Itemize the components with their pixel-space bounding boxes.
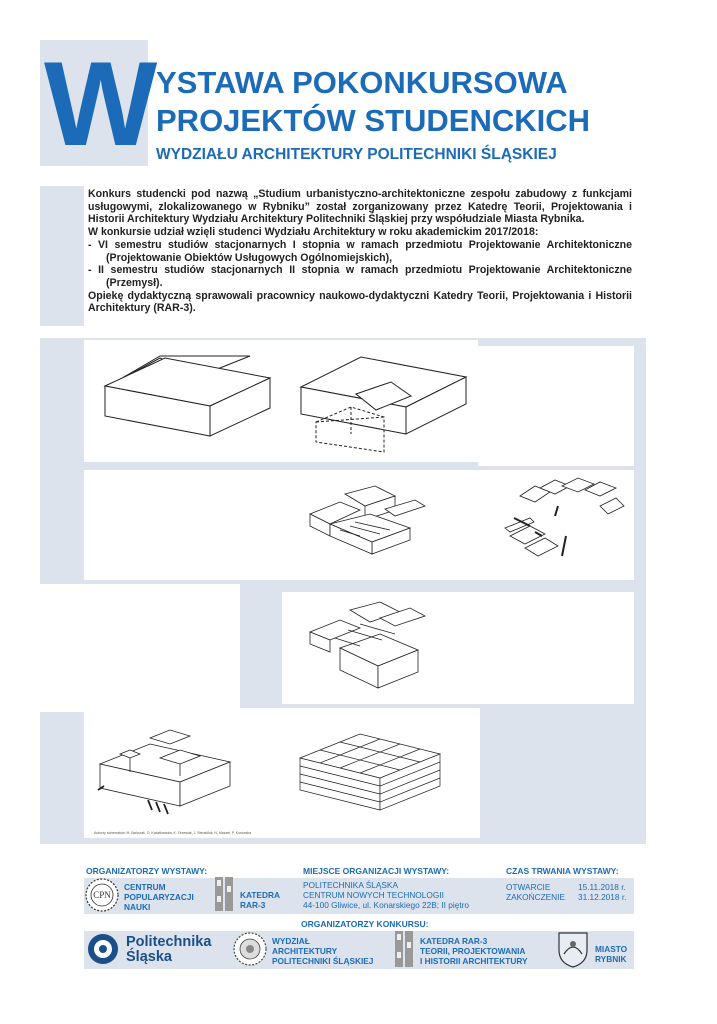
cpn-logo-text: CPN [93, 890, 111, 900]
org1-line-2: POPULARYZACJI [124, 892, 194, 902]
faculty-logo-icon [232, 931, 268, 967]
diagram-cluster-arrows [500, 476, 630, 566]
diagram-credits: Autorzy schematów: M. Bańczak, O. Kwiatkowska, K. Orzesiak, J. Sierakiluk, N. Mazzel, P. Kurowska [94, 831, 252, 835]
contest-header: ORGANIZATORZY KONKURSU: [301, 919, 429, 929]
org1-line-1: CENTRUM [124, 882, 166, 892]
city-text [595, 944, 627, 964]
intro-list-item-2: - II semestru studiów stacjonarnych II stopnia w ramach przedmiotu Projektowanie Architektoniczne (Przemysł). [88, 264, 632, 289]
intro-list-item-1: - VI semestru studiów stacjonarnych I stopnia w ramach przedmiotu Projektowanie Architektoniczne (Projektowanie Obiektów Usługowych Ogólnomiejskich), [88, 238, 632, 264]
chair-line-2: TEORII, PROJEKTOWANIA [420, 946, 526, 956]
city-line-2: RYBNIK [595, 954, 627, 964]
intro-text [88, 188, 632, 315]
title-line-3: WYDZIAŁU ARCHITEKTURY POLITECHNIKI ŚLĄSKIEJ [156, 146, 557, 163]
polsl-line-2: Śląska [126, 949, 172, 965]
faculty-text [272, 936, 373, 966]
organizers-header: ORGANIZATORZY WYSTAWY: [86, 866, 208, 876]
faculty-line-3: POLITECHNIKI ŚLĄSKIEJ [272, 956, 374, 966]
diagram-section-interior [90, 724, 240, 820]
place-line-2: CENTRUM NOWYCH TECHNOLOGII [303, 890, 444, 900]
org1-line-3: NAUKI [124, 902, 151, 912]
rar3-logo-icon [214, 876, 234, 912]
opening-label: OTWARCIE [506, 882, 551, 892]
closing-date: 31.12.2018 r. [578, 892, 627, 902]
rar3-logo-2-icon [394, 930, 414, 968]
org2-line-2: RAR-3 [240, 900, 266, 910]
diagram-cluster-1 [300, 484, 430, 564]
diagram-cluster-2 [300, 598, 440, 694]
intro-paragraph-2: W konkursie udział wzięli studenci Wydziału Architektury w roku akademickim 2017/2018: [88, 226, 539, 239]
city-line-1: MIASTO [595, 944, 628, 954]
faculty-line-2: ARCHITEKTURY [272, 946, 338, 956]
diagram-panel-2 [478, 346, 634, 466]
place-text [303, 880, 469, 910]
chair-text [420, 936, 528, 966]
cpn-logo-icon [84, 877, 120, 913]
polsl-name [126, 935, 211, 965]
intro-paragraph-3: Opiekę dydaktyczną sprawowali pracownicy naukowo-dydaktyczni Katedry Teorii, Projektowania i Historii Architektury (RAR-3). [88, 289, 632, 315]
polsl-line-1: Politechnika [126, 934, 212, 950]
opening-date: 15.11.2018 r. [578, 882, 626, 892]
org1-text [124, 882, 194, 912]
place-line-3: 44-100 Gliwice, ul. Konarskiego 22B; II piętro [303, 900, 470, 910]
org2-line-1: KATEDRA [240, 890, 280, 900]
title-initial-letter: W [44, 37, 154, 171]
org2-text [240, 890, 280, 910]
intro-paragraph-1: Konkurs studencki pod nazwą „Studium urbanistyczno-architektoniczne zespołu zabudowy z funkcjami usługowymi, zlokalizowanego w Rybniku” został zorganizowany przez Katedrę Teorii, Projektowania i Historii Architektury Wydziału Architektury Politechniki Śląskiej przy współudziale Miasta Rybnika. [88, 188, 632, 226]
diagram-mass-cut [296, 352, 476, 462]
chair-line-3: I HISTORII ARCHITEKTURY [420, 956, 528, 966]
diagram-layered-mass [290, 722, 450, 818]
title-line-1: YSTAWA POKONKURSOWA [156, 65, 568, 100]
closing-label: ZAKOŃCZENIE [506, 892, 566, 902]
rybnik-crest-icon [556, 930, 590, 968]
place-line-1: POLITECHNIKA ŚLĄSKA [303, 880, 398, 890]
polsl-logo-icon [86, 932, 120, 966]
faculty-line-1: WYDZIAŁ [272, 936, 310, 946]
duration-header: CZAS TRWANIA WYSTAWY: [506, 866, 619, 876]
diagram-mass-block [100, 348, 280, 448]
title-line-2: PROJEKTÓW STUDENCKICH [156, 103, 591, 138]
place-header: MIEJSCE ORGANIZACJI WYSTAWY: [303, 866, 450, 876]
chair-line-1: KATEDRA RAR-3 [420, 936, 488, 946]
intro-side-bar [40, 186, 84, 326]
